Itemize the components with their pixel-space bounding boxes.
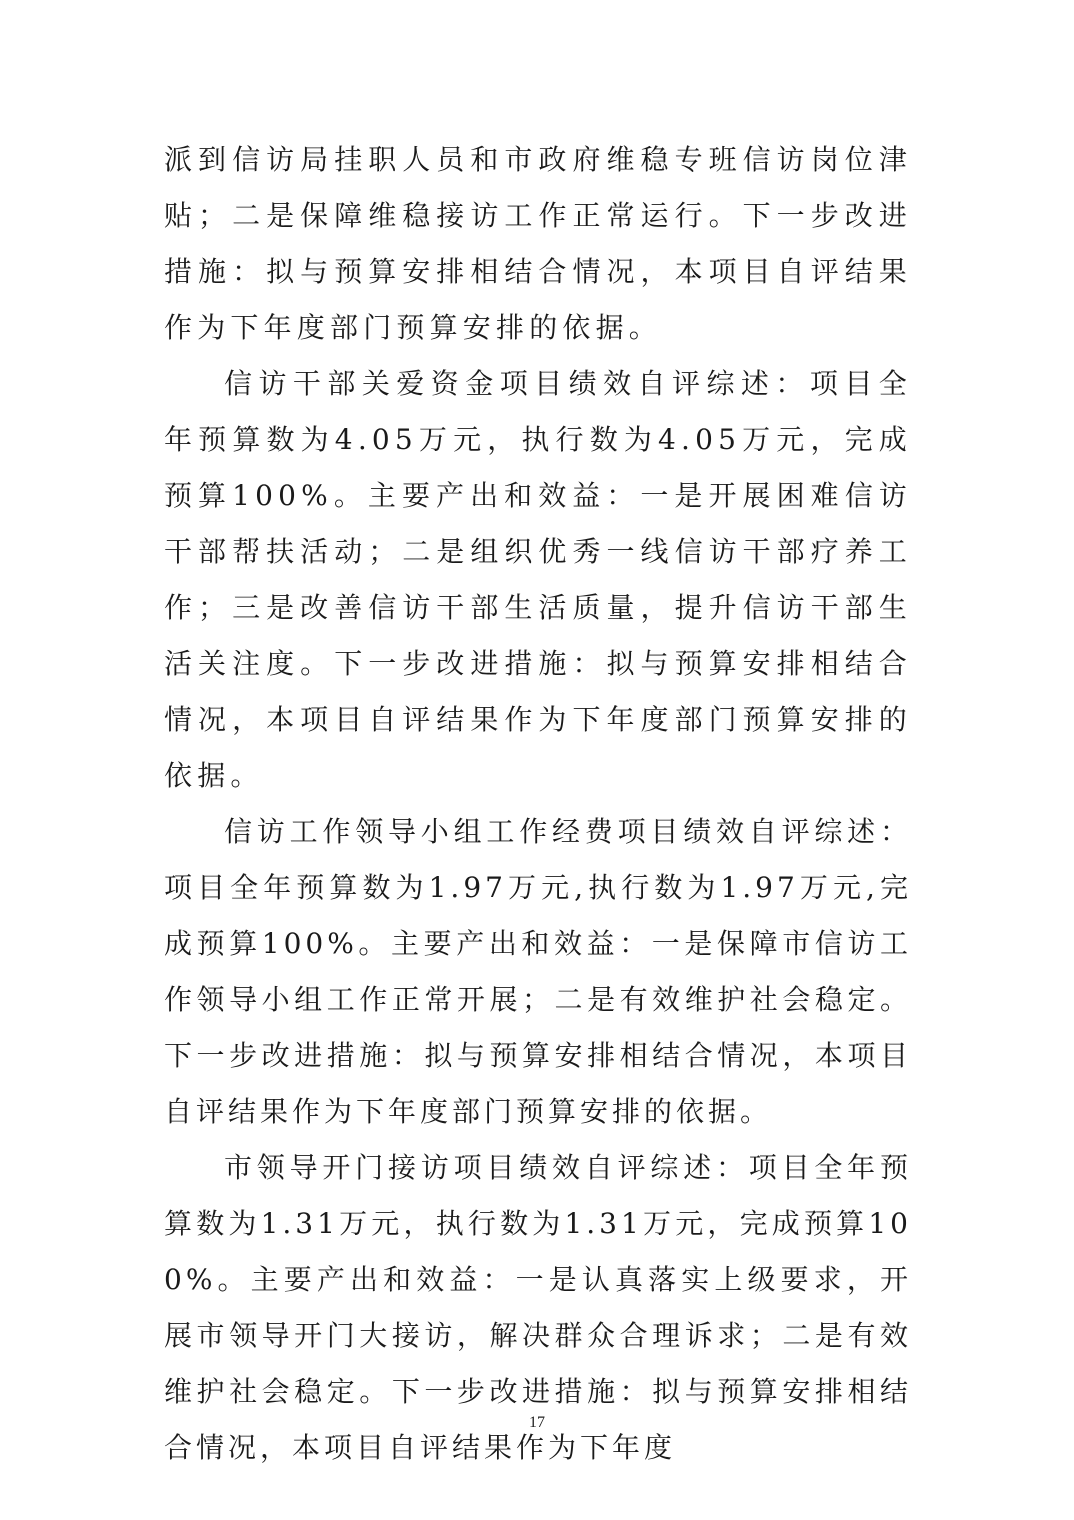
paragraph-continuation: 派到信访局挂职人员和市政府维稳专班信访岗位津贴；二是保障维稳接访工作正常运行。下一步改进措施：拟与预算安排相结合情况，本项目自评结果作为下年度部门预算安排的依据。 — [164, 143, 912, 344]
paragraph-cadre-care-fund: 信访干部关爱资金项目绩效自评综述：项目全年预算数为4.05万元，执行数为4.05万元，完成预算100%。主要产出和效益：一是开展困难信访干部帮扶活动；二是组织优秀一线信访干部疗养工作；三是改善信访干部生活质量，提升信访干部生活关注度。下一步改进措施：拟与预算安排相结合情况，本项目自评结果作为下年度部门预算安排的依据。 — [164, 367, 912, 792]
body-text — [164, 132, 912, 1476]
paragraph-leading-group-funds: 信访工作领导小组工作经费项目绩效自评综述：项目全年预算数为1.97万元,执行数为1.97万元,完成预算100%。主要产出和效益：一是保障市信访工作领导小组工作正常开展；二是有效维护社会稳定。下一步改进措施：拟与预算安排相结合情况，本项目自评结果作为下年度部门预算安排的依据。 — [164, 815, 912, 1128]
page-number: 17 — [529, 1414, 545, 1431]
paragraph-open-door-reception: 市领导开门接访项目绩效自评综述：项目全年预算数为1.31万元，执行数为1.31万元，完成预算100%。主要产出和效益：一是认真落实上级要求，开展市领导开门大接访，解决群众合理诉求；二是有效维护社会稳定。下一步改进措施：拟与预算安排相结合情况，本项目自评结果作为下年度 — [164, 1151, 912, 1464]
